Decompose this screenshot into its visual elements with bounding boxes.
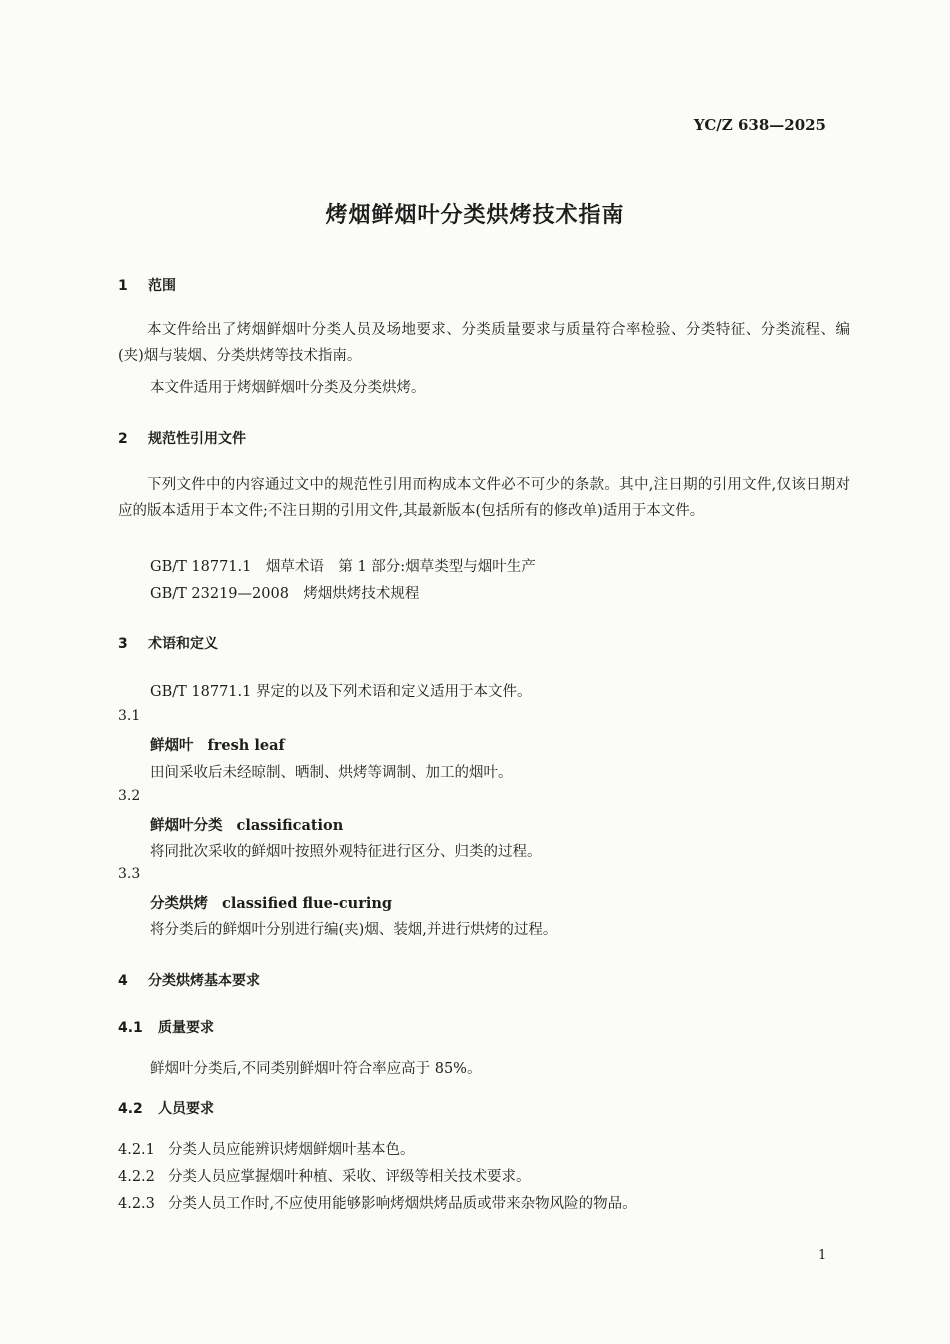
term-number: 3.1 [118,708,141,724]
item-text: 分类人员应掌握烟叶种植、采收、评级等相关技术要求。 [168,1169,531,1185]
section-3-paragraph-1: GB/T 18771.1 界定的以及下列术语和定义适用于本文件。 [150,684,532,700]
list-item [118,1165,531,1186]
normative-reference-1: GB/T 18771.1 烟草术语 第 1 部分:烟草类型与烟叶生产 [150,559,536,575]
section-number: 4.2 [118,1101,143,1117]
list-item [118,1138,415,1159]
term-heading [150,814,343,835]
term-en: classified flue-curing [222,895,393,912]
item-text: 分类人员应能辨识烤烟鲜烟叶基本色。 [168,1142,415,1158]
term-en: classification [236,817,344,834]
term-heading [150,734,285,755]
term-zh: 鲜烟叶分类 [150,818,223,834]
section-title: 人员要求 [158,1101,214,1117]
term-en: fresh leaf [207,737,285,754]
section-title: 分类烘烤基本要求 [148,973,260,989]
term-heading [150,892,392,913]
section-1-paragraph-2: 本文件适用于烤烟鲜烟叶分类及分类烘烤。 [150,380,426,396]
section-title: 质量要求 [158,1020,214,1036]
term-zh: 鲜烟叶 [150,738,194,754]
section-number: 1 [118,278,128,294]
item-number: 4.2.2 [118,1169,155,1185]
section-number: 3 [118,636,128,652]
section-title: 范围 [148,278,176,294]
section-1-paragraph-1: 本文件给出了烤烟鲜烟叶分类人员及场地要求、分类质量要求与质量符合率检验、分类特征、分类流程、编(夹)烟与装烟、分类烘烤等技术指南。 [118,322,850,364]
section-title: 规范性引用文件 [148,431,246,447]
section-4-1-heading [118,1017,214,1037]
section-1-heading [118,275,176,295]
normative-reference-2: GB/T 23219—2008 烤烟烘烤技术规程 [150,586,420,602]
section-4-heading [118,970,260,990]
document-title: 烤烟鲜烟叶分类烘烤技术指南 [325,203,625,228]
item-number: 4.2.1 [118,1142,155,1158]
term-number: 3.2 [118,788,141,804]
section-4-1-paragraph: 鲜烟叶分类后,不同类别鲜烟叶符合率应高于 85%。 [150,1061,482,1077]
section-number: 4 [118,973,128,989]
page-number: 1 [818,1248,827,1263]
term-number: 3.3 [118,866,141,882]
section-4-2-heading [118,1098,214,1118]
list-item [118,1192,637,1213]
section-2-heading [118,428,246,448]
term-definition: 田间采收后未经晾制、晒制、烘烤等调制、加工的烟叶。 [150,765,513,781]
term-zh: 分类烘烤 [150,896,208,912]
term-definition: 将分类后的鲜烟叶分别进行编(夹)烟、装烟,并进行烘烤的过程。 [150,922,558,938]
item-text: 分类人员工作时,不应使用能够影响烤烟烘烤品质或带来杂物风险的物品。 [168,1196,637,1212]
section-number: 4.1 [118,1020,143,1036]
item-number: 4.2.3 [118,1196,155,1212]
term-definition: 将同批次采收的鲜烟叶按照外观特征进行区分、归类的过程。 [150,844,542,860]
standard-code: YC/Z 638—2025 [693,116,826,134]
section-title: 术语和定义 [148,636,218,652]
section-3-heading [118,633,218,653]
section-2-paragraph-1: 下列文件中的内容通过文中的规范性引用而构成本文件必不可少的条款。其中,注日期的引用文件,仅该日期对应的版本适用于本文件;不注日期的引用文件,其最新版本(包括所有的修改单)适用于本文件。 [118,477,850,519]
section-number: 2 [118,431,128,447]
